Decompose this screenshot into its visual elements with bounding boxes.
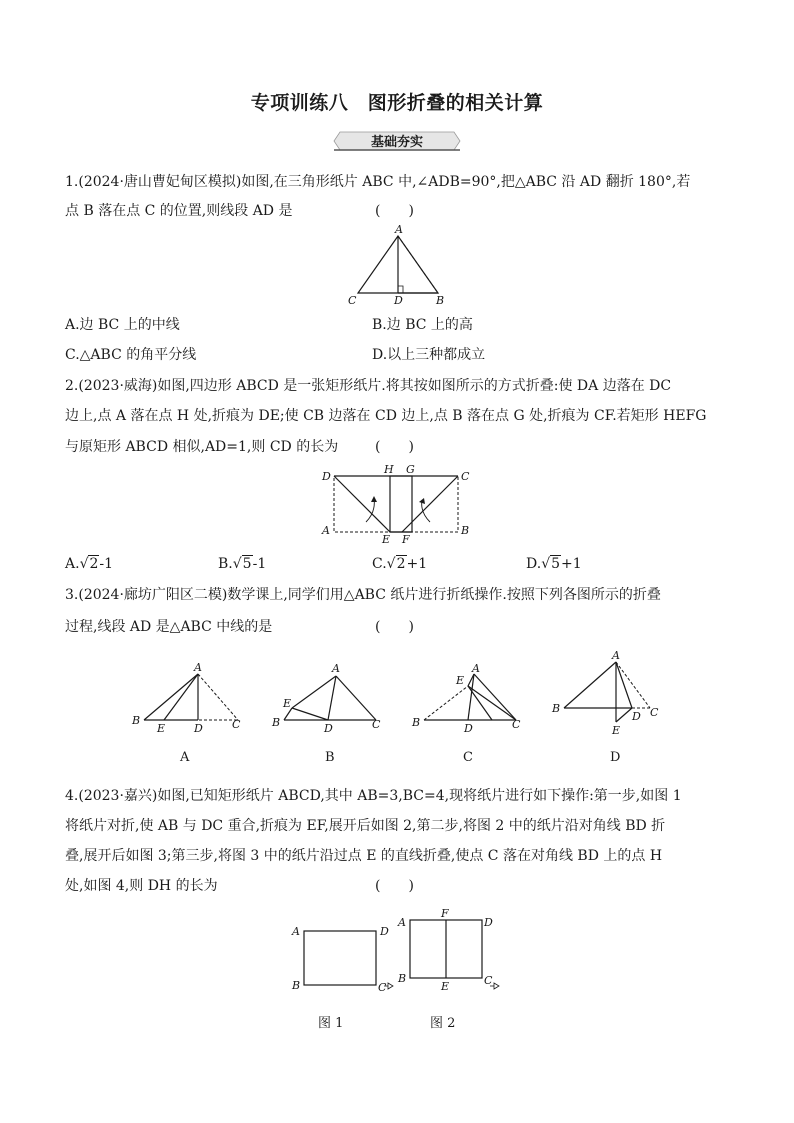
- svg-text:D: D: [380, 925, 389, 938]
- svg-text:B: B: [132, 714, 141, 727]
- svg-text:B: B: [398, 972, 407, 985]
- q1-label-b: B: [436, 294, 445, 307]
- svg-text:E: E: [456, 674, 465, 687]
- q2-option-d[interactable]: D.√5+1: [526, 556, 582, 572]
- svg-text:F: F: [441, 907, 449, 920]
- page-title: 专项训练八 图形折叠的相关计算: [250, 92, 544, 114]
- q3-figure-a: [128, 660, 248, 736]
- q4-answer-paren: ( ): [375, 878, 414, 894]
- q3-caption-c: C: [463, 750, 473, 765]
- q1-stem: 点 B 落在点 C 的位置,则线段 AD 是: [65, 203, 293, 219]
- q2-label-c: C: [461, 470, 470, 483]
- q3-caption-d: D: [610, 750, 621, 765]
- q1-option-d[interactable]: D.以上三种都成立: [372, 347, 486, 363]
- q4-text-line4: [65, 876, 745, 896]
- q3-text-line1: 3.(2024·廊坊广阳区二模)数学课上,同学们用△ABC 纸片进行折纸操作.按照下列各图所示的折叠: [65, 587, 661, 603]
- svg-text:A: A: [332, 662, 340, 675]
- q1-label-a: A: [395, 223, 403, 236]
- svg-text:A: A: [612, 649, 620, 662]
- q2-original-rect: [334, 476, 458, 532]
- sqrt-symbol: √2: [386, 556, 406, 572]
- svg-text:C: C: [650, 706, 659, 719]
- q2-answer-paren: ( ): [375, 439, 414, 455]
- q1-option-a[interactable]: A.边 BC 上的中线: [65, 317, 180, 333]
- svg-text:B: B: [292, 979, 301, 992]
- q3-stem: 过程,线段 AD 是△ABC 中线的是: [65, 619, 273, 635]
- q3-caption-b: B: [325, 750, 335, 765]
- svg-text:D: D: [464, 722, 473, 735]
- q2-label-a: A: [322, 524, 330, 537]
- q2-label-d: D: [322, 470, 331, 483]
- q4-figure-1: [286, 915, 402, 1001]
- q2-label-f: F: [402, 533, 410, 546]
- arrow-right-icon: [494, 983, 499, 989]
- svg-text:C: C: [484, 974, 493, 987]
- svg-text:E: E: [283, 697, 292, 710]
- q2-option-c[interactable]: C.√2+1: [372, 556, 428, 572]
- q2-label-g: G: [406, 463, 415, 476]
- q2-label-b: B: [461, 524, 470, 537]
- q2-figure: [318, 462, 478, 546]
- q2-rect-hefg: [390, 476, 412, 532]
- sqrt-symbol: √5: [232, 556, 252, 572]
- svg-text:D: D: [194, 722, 203, 735]
- q4-text-line1: 4.(2023·嘉兴)如图,已知矩形纸片 ABCD,其中 AB=3,BC=4,现将纸片进行如下操作:第一步,如图 1: [65, 788, 682, 804]
- svg-text:D: D: [484, 916, 493, 929]
- sqrt-symbol: √5: [541, 556, 561, 572]
- q4-caption-fig2: 图 2: [430, 1016, 456, 1031]
- q2-option-b[interactable]: B.√5-1: [218, 556, 267, 572]
- q1-answer-paren: ( ): [375, 203, 414, 219]
- q2-stem: 与原矩形 ABCD 相似,AD=1,则 CD 的长为: [65, 439, 339, 455]
- q3-caption-a: A: [180, 750, 190, 765]
- svg-text:E: E: [441, 980, 450, 993]
- q1-option-c[interactable]: C.△ABC 的角平分线: [65, 347, 197, 363]
- q3-figure-b: [268, 660, 388, 736]
- q2-label-e: E: [382, 533, 391, 546]
- svg-text:D: D: [632, 710, 641, 723]
- q4-text-line2: 将纸片对折,使 AB 与 DC 重合,折痕为 EF,展开后如图 2,第二步,将图 2 中的纸片沿对角线 BD 折: [65, 818, 666, 834]
- svg-text:A: A: [472, 662, 480, 675]
- q4-figure-2: [394, 906, 510, 998]
- q4-text-line3: 叠,展开后如图 3;第三步,将图 3 中的纸片沿过点 E 的直线折叠,使点 C 落在对角线 BD 上的点 H: [65, 848, 663, 864]
- sqrt-symbol: √2: [79, 556, 99, 572]
- svg-text:C: C: [232, 718, 241, 731]
- svg-text:C: C: [372, 718, 381, 731]
- q1-label-d: D: [394, 294, 403, 307]
- q1-label-c: C: [348, 294, 357, 307]
- q2-option-a[interactable]: A.√2-1: [65, 556, 114, 572]
- svg-text:E: E: [612, 724, 621, 736]
- svg-text:E: E: [157, 722, 166, 735]
- svg-text:B: B: [272, 716, 281, 729]
- svg-text:B: B: [412, 716, 421, 729]
- q3-figure-d: [548, 648, 668, 736]
- q3-text-line2: [65, 617, 745, 637]
- svg-text:A: A: [194, 661, 202, 674]
- q1-option-b[interactable]: B.边 BC 上的高: [372, 317, 473, 333]
- q1-figure: [340, 222, 450, 310]
- q4-stem: 处,如图 4,则 DH 的长为: [65, 878, 218, 894]
- q4-caption-fig1: 图 1: [318, 1016, 344, 1031]
- svg-text:B: B: [552, 702, 561, 715]
- q2-crease-de: [334, 476, 390, 532]
- svg-text:A: A: [292, 925, 300, 938]
- q3-answer-paren: ( ): [375, 619, 414, 635]
- svg-text:A: A: [398, 916, 406, 929]
- q2-label-h: H: [384, 463, 394, 476]
- q1-text-line1: 1.(2024·唐山曹妃甸区模拟)如图,在三角形纸片 ABC 中,∠ADB=90°,把△ABC 沿 AD 翻折 180°,若: [65, 174, 691, 190]
- svg-text:C: C: [378, 981, 387, 994]
- section-label: 基础夯实: [370, 135, 423, 150]
- q2-crease-cf: [402, 476, 458, 532]
- svg-text:C: C: [512, 718, 521, 731]
- q3-figure-c: [408, 660, 528, 736]
- q2-text-line3: [65, 437, 745, 457]
- q1-text-line2: [65, 201, 745, 221]
- arrow-right-icon: [388, 983, 393, 989]
- svg-text:D: D: [324, 722, 333, 735]
- q2-text-line2: 边上,点 A 落在点 H 处,折痕为 DE;使 CB 边落在 CD 边上,点 B 落在点 G 处,折痕为 CF.若矩形 HEFG: [65, 408, 707, 424]
- q2-text-line1: 2.(2023·威海)如图,四边形 ABCD 是一张矩形纸片.将其按如图所示的方式折叠:使 DA 边落在 DC: [65, 378, 672, 394]
